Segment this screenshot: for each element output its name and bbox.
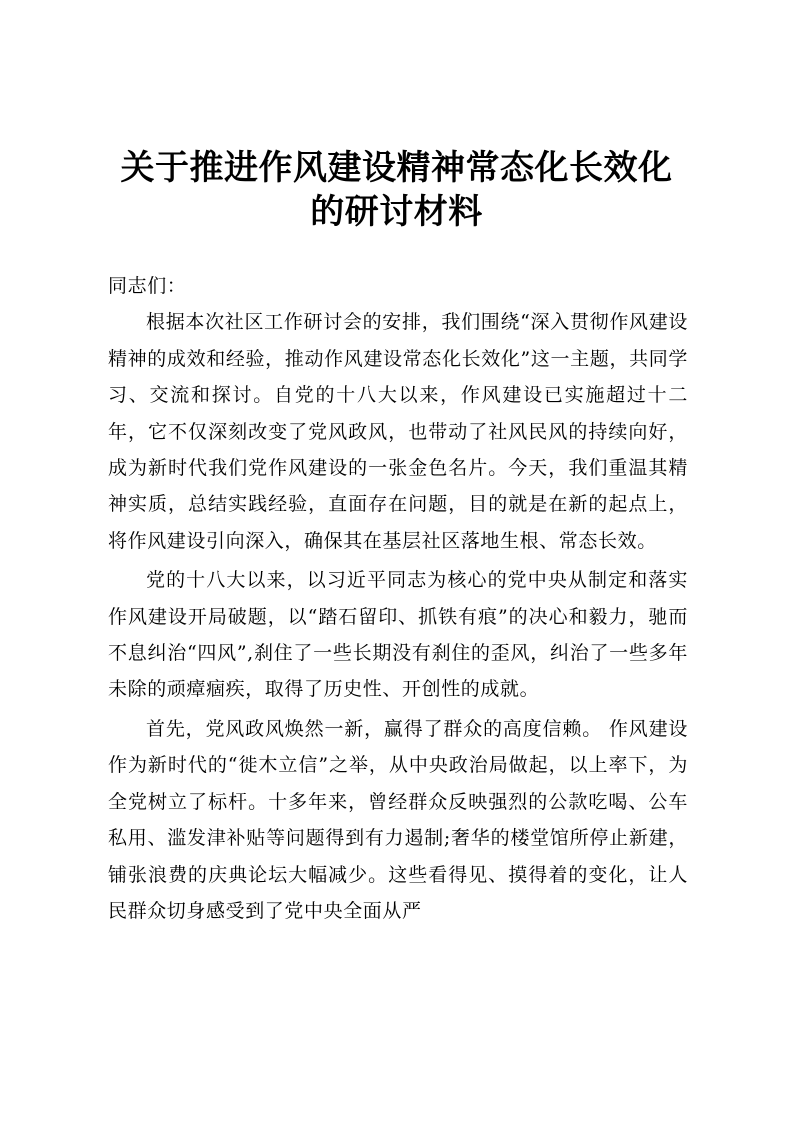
paragraph-2: 党的十八大以来，以习近平同志为核心的党中央从制定和落实作风建设开局破题，以“踏石留印、抓铁有痕”的决心和毅力，驰而不息纠治“四风”,刹住了一些长期没有刹住的歪风，纠治了一些多年未除的顽瘴痼疾，取得了历史性、开创性的成就。 [108, 569, 688, 701]
title-line-1: 关于推进作风建设精神常态化长效化 [120, 148, 673, 188]
salutation: 同志们： [108, 275, 187, 297]
paragraph-3: 首先，党风政风焕然一新，赢得了群众的高度信赖。 作风建设作为新时代的“徙木立信”之举，从中央政治局做起，以上率下，为全党树立了标杆。十多年来，曾经群众反映强烈的公款吃喝、公车私用、滥发津补贴等问题得到有力遏制;奢华的楼堂馆所停止新建，铺张浪费的庆典论坛大幅减少。这些看得见、摸得着的变化，让人民群众切身感受到了党中央全面从严 [108, 717, 688, 922]
title-line-2: 的研讨材料 [310, 192, 483, 232]
document-title [96, 146, 697, 234]
paragraph-1: 根据本次社区工作研讨会的安排，我们围绕“深入贯彻作风建设精神的成效和经验，推动作风建设常态化长效化”这一主题，共同学习、交流和探讨。自党的十八大以来，作风建设已实施超过十二年，它不仅深刻改变了党风政风，也带动了社风民风的持续向好，成为新时代我们党作风建设的一张金色名片。今天，我们重温其精神实质，总结实践经验，直面存在问题，目的就是在新的起点上，将作风建设引向深入，确保其在基层社区落地生根、常态长效。 [108, 311, 688, 552]
document-body [108, 268, 688, 929]
